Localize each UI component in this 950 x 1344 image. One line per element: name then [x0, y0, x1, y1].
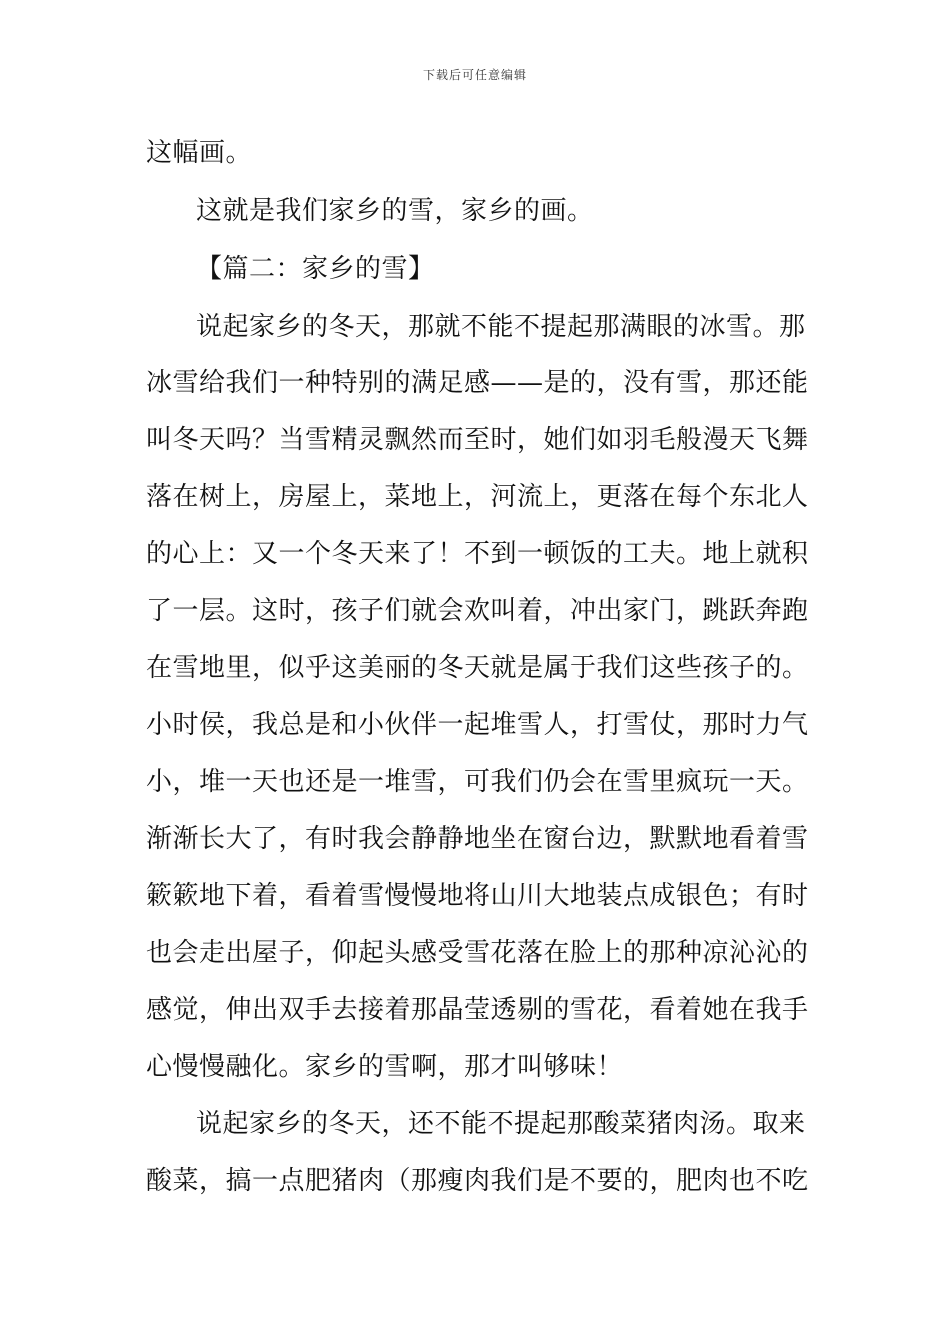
text-line: 落在树上，房屋上，菜地上，河流上，更落在每个东北人	[146, 482, 809, 512]
text-line: 冰雪给我们一种特别的满足感——是的，没有雪，那还能	[146, 368, 809, 398]
text-line: 叫冬天吗？当雪精灵飘然而至时，她们如羽毛般漫天飞舞	[146, 425, 809, 455]
page-header: 下载后可任意编辑	[422, 68, 527, 82]
text-line: 也会走出屋子，仰起头感受雪花落在脸上的那种凉沁沁的	[146, 938, 809, 968]
text-line: 渐渐长大了，有时我会静静地坐在窗台边，默默地看着雪	[146, 824, 809, 854]
text-line: 感觉，伸出双手去接着那晶莹透剔的雪花，看着她在我手	[146, 995, 809, 1025]
text-line: 小，堆一天也还是一堆雪，可我们仍会在雪里疯玩一天。	[146, 767, 809, 797]
section-heading: 【篇二：家乡的雪】	[196, 254, 435, 284]
text-line: 在雪地里，似乎这美丽的冬天就是属于我们这些孩子的。	[146, 653, 809, 683]
text-line: 这就是我们家乡的雪，家乡的画。	[196, 196, 594, 226]
text-line: 小时侯，我总是和小伙伴一起堆雪人，打雪仗，那时力气	[146, 710, 809, 740]
text-line: 说起家乡的冬天，还不能不提起那酸菜猪肉汤。取来	[196, 1109, 806, 1139]
text-line: 簌簌地下着，看着雪慢慢地将山川大地装点成银色；有时	[146, 881, 809, 911]
text-line: 了一层。这时，孩子们就会欢叫着，冲出家门，跳跃奔跑	[146, 596, 809, 626]
text-line: 酸菜，搞一点肥猪肉（那瘦肉我们是不要的，肥肉也不吃	[146, 1166, 809, 1196]
text-line: 心慢慢融化。家乡的雪啊，那才叫够味！	[146, 1052, 624, 1082]
text-line: 的心上：又一个冬天来了！不到一顿饭的工夫。地上就积	[146, 539, 809, 569]
text-line: 这幅画。	[146, 138, 253, 168]
text-line: 说起家乡的冬天，那就不能不提起那满眼的冰雪。那	[196, 312, 806, 342]
